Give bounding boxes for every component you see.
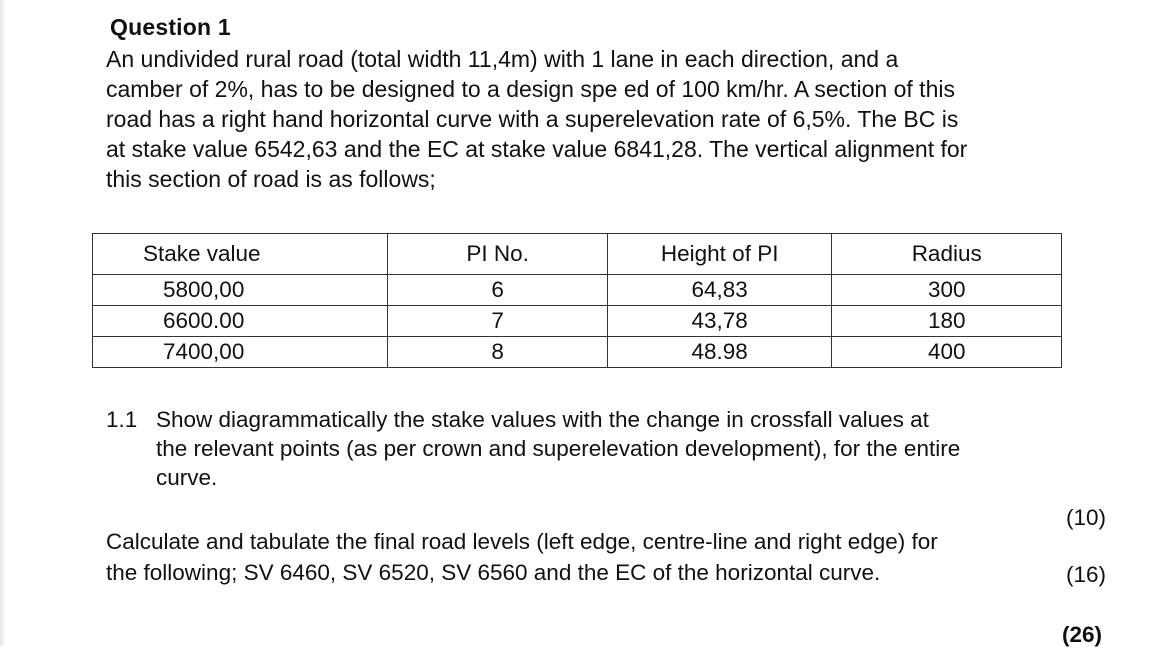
cell-radius: 180	[832, 306, 1062, 337]
part-1-1-number: 1.1	[106, 407, 138, 432]
table-header-row	[93, 234, 1062, 275]
cell-pi-no: 6	[388, 275, 608, 306]
intro-line: An undivided rural road (total width 11,4m) with 1 lane in each direction, and a	[106, 46, 899, 72]
header-pi-no: PI No.	[388, 234, 608, 275]
question-title: Question 1	[110, 14, 231, 40]
part-1-1-line: the relevant points (as per crown and superelevation development), for the entire	[156, 436, 961, 461]
intro-line: camber of 2%, has to be designed to a design spe ed of 100 km/hr. A section of this	[106, 76, 955, 102]
vertical-alignment-table	[92, 233, 1062, 368]
cell-height-of-pi: 48.98	[607, 337, 832, 368]
page-edge-shadow	[0, 0, 6, 646]
part-1-2-line: the following; SV 6460, SV 6520, SV 6560 and the EC of the horizontal curve.	[106, 560, 881, 585]
header-radius: Radius	[832, 234, 1062, 275]
part-1-1-line: curve.	[156, 465, 218, 490]
part-1-1-text	[156, 405, 1136, 492]
cell-pi-no: 8	[388, 337, 608, 368]
question-intro	[106, 44, 1116, 194]
part-1-1-line: Show diagrammatically the stake values with the change in crossfall values at	[156, 407, 929, 432]
total-marks: (26)	[1062, 622, 1103, 647]
cell-stake-value: 7400,00	[93, 337, 388, 368]
part-1-1-marks: (10)	[1066, 505, 1107, 530]
header-height-of-pi: Height of PI	[607, 234, 832, 275]
cell-pi-no: 7	[388, 306, 608, 337]
table-row	[93, 275, 1062, 306]
cell-radius: 300	[832, 275, 1062, 306]
cell-height-of-pi: 64,83	[607, 275, 832, 306]
part-1-2-marks: (16)	[1066, 562, 1107, 587]
intro-line: this section of road is as follows;	[106, 166, 436, 192]
intro-line: road has a right hand horizontal curve with a superelevation rate of 6,5%. The BC is	[106, 106, 959, 132]
intro-line: at stake value 6542,63 and the EC at stake value 6841,28. The vertical alignment for	[106, 136, 968, 162]
cell-height-of-pi: 43,78	[607, 306, 832, 337]
part-1-2-line: Calculate and tabulate the final road levels (left edge, centre-line and right edge) for	[106, 529, 938, 554]
cell-stake-value: 6600.00	[93, 306, 388, 337]
part-1-2	[106, 526, 938, 588]
table-row	[93, 337, 1062, 368]
cell-radius: 400	[832, 337, 1062, 368]
table-row	[93, 306, 1062, 337]
header-stake-value: Stake value	[93, 234, 388, 275]
cell-stake-value: 5800,00	[93, 275, 388, 306]
